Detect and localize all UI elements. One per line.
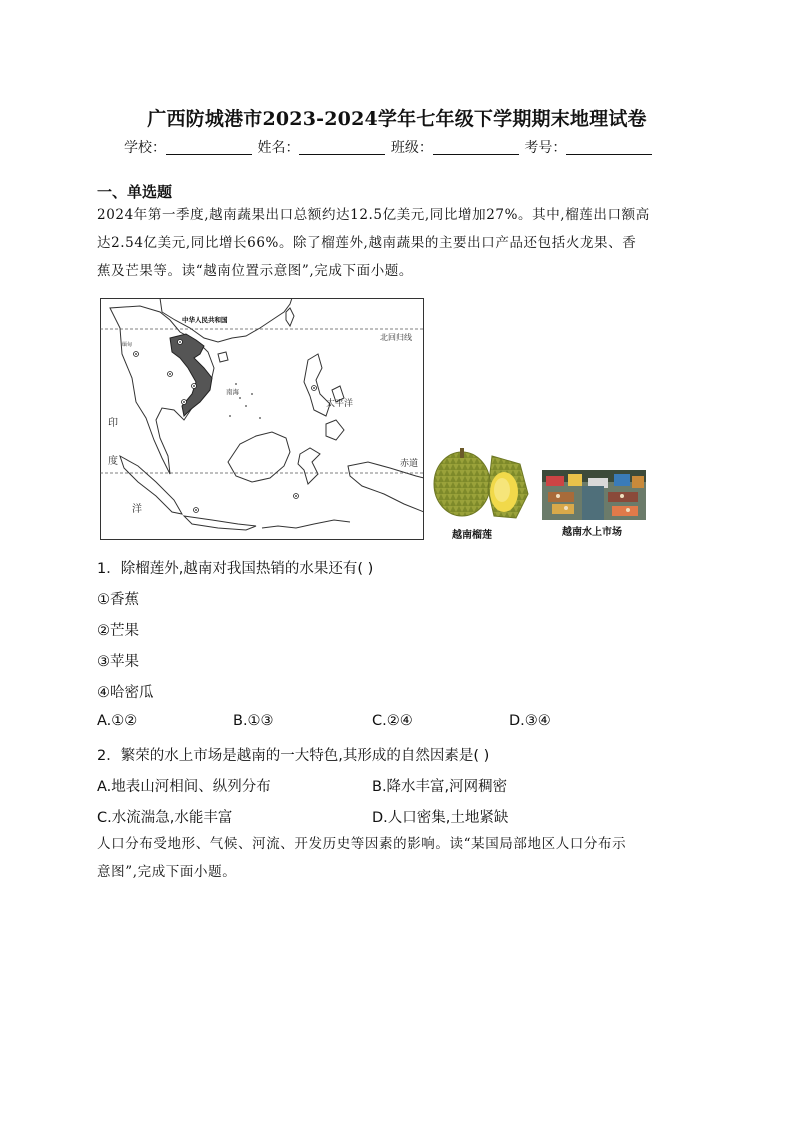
question-1-item-1: ①香蕉 <box>97 592 139 608</box>
map-label-indian-2: 度 <box>108 456 118 467</box>
material2-line1: 人口分布受地形、气候、河流、开发历史等因素的影响。读“某国局部地区人口分布示 <box>97 836 627 852</box>
question-1-option-d[interactable]: D.③④ <box>509 713 551 729</box>
question-2-option-b[interactable]: B.降水丰富,河网稠密 <box>372 779 508 795</box>
material2-line2: 意图”,完成下面小题。 <box>97 864 237 880</box>
exam-title: 广西防城港市2023-2024学年七年级下学期期末地理试卷 <box>147 108 647 130</box>
section-title: 一、单选题 <box>97 183 173 201</box>
id-label: 考号： <box>524 140 567 156</box>
question-1-option-c[interactable]: C.②④ <box>372 713 413 729</box>
map-label-china: 中华人民共和国 <box>182 316 228 324</box>
question-1-item-3: ③苹果 <box>97 654 139 670</box>
question-1-option-a[interactable]: A.①② <box>97 713 138 729</box>
map-label-south-sea: 南海 <box>226 388 239 396</box>
school-label: 学校： <box>124 140 166 156</box>
material-paragraph-2 <box>97 830 697 886</box>
question-2-option-a[interactable]: A.地表山河相间、纵列分布 <box>97 779 271 795</box>
student-info-fields <box>124 137 653 157</box>
map-label-pacific: 太平洋 <box>326 399 354 409</box>
material1-line3: 蕉及芒果等。读“越南位置示意图”,完成下面小题。 <box>97 263 413 279</box>
material1-line1: 2024年第一季度,越南蔬果出口总额约达12.5亿美元,同比增加27%。其中,榴莲出口额高 <box>97 207 650 223</box>
durian-photo <box>432 446 532 524</box>
question-1-item-4: ④哈密瓜 <box>97 685 154 701</box>
class-label: 班级： <box>390 140 433 156</box>
name-blank[interactable] <box>299 140 385 155</box>
question-1-item-2: ②芒果 <box>97 623 139 639</box>
class-blank[interactable] <box>433 140 519 155</box>
vietnam-location-map <box>100 298 424 540</box>
map-label-equator: 赤道 <box>400 459 419 469</box>
map-label-indian-1: 印 <box>108 418 118 429</box>
question-1-option-b[interactable]: B.①③ <box>233 713 274 729</box>
name-label: 姓名： <box>257 140 300 156</box>
question-2-stem: 2．繁荣的水上市场是越南的一大特色,其形成的自然因素是( ) <box>97 748 490 764</box>
map-label-myanmar: 缅甸 <box>122 342 133 348</box>
material-paragraph-1 <box>97 201 697 285</box>
material1-line2: 达2.54亿美元,同比增长66%。除了榴莲外,越南蔬果的主要出口产品还包括火龙果、香 <box>97 235 637 251</box>
map-label-indian-3: 洋 <box>132 504 142 515</box>
school-blank[interactable] <box>166 140 252 155</box>
question-2-option-c[interactable]: C.水流湍急,水能丰富 <box>97 810 233 826</box>
map-label-tropic: 北回归线 <box>380 333 412 342</box>
durian-caption: 越南榴莲 <box>452 530 492 541</box>
floating-market-photo <box>542 470 646 520</box>
question-1-stem: 1．除榴莲外,越南对我国热销的水果还有( ) <box>97 561 374 577</box>
market-caption: 越南水上市场 <box>562 527 622 538</box>
question-2-option-d[interactable]: D.人口密集,土地紧缺 <box>372 810 509 826</box>
id-blank[interactable] <box>566 140 652 155</box>
